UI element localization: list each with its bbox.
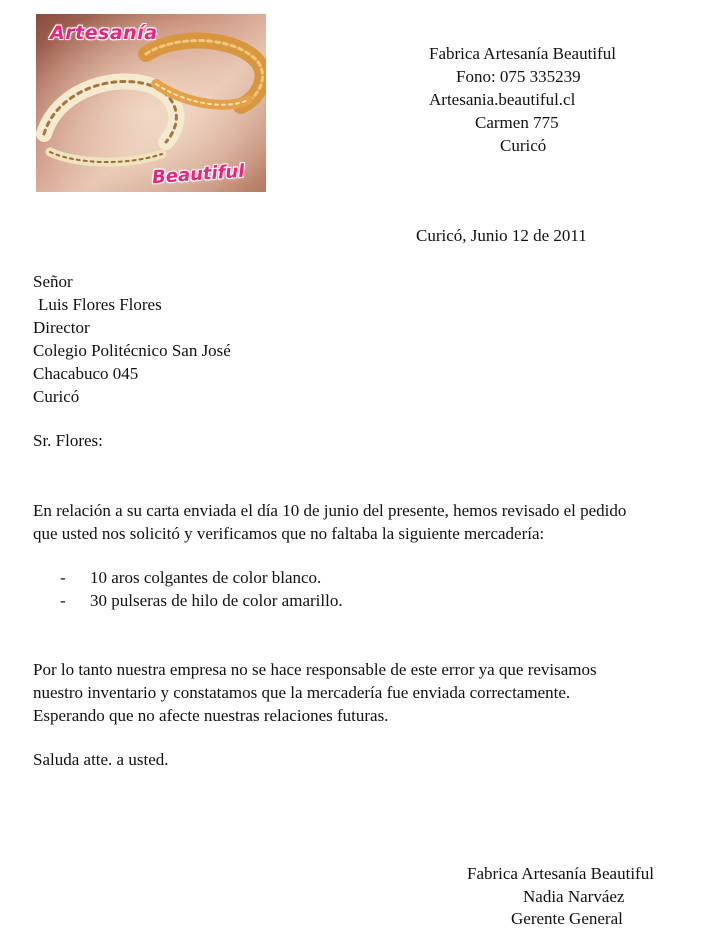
closing-paragraph bbox=[33, 658, 597, 727]
list-item-text: 10 aros colgantes de color blanco. bbox=[90, 568, 322, 587]
logo-title-bottom: Beautiful bbox=[151, 160, 246, 189]
greeting: Sr. Flores: bbox=[33, 431, 103, 450]
letterhead bbox=[400, 42, 660, 157]
signature-role: Gerente General bbox=[511, 909, 623, 928]
logo-title-top: Artesanía bbox=[50, 22, 158, 44]
letterhead-street: Carmen 775 bbox=[475, 113, 559, 132]
closing-line-1: Por lo tanto nuestra empresa no se hace responsable de este error ya que revisamos bbox=[33, 660, 597, 679]
farewell: Saluda atte. a usted. bbox=[33, 750, 169, 769]
intro-line-2: que usted nos solicitó y verificamos que no faltaba la siguiente mercadería: bbox=[33, 524, 545, 543]
recipient-title: Señor bbox=[33, 272, 73, 291]
list-item-text: 30 pulseras de hilo de color amarillo. bbox=[90, 591, 343, 610]
recipient-city: Curicó bbox=[33, 387, 80, 406]
missing-items-list bbox=[54, 566, 343, 612]
date-line: Curicó, Junio 12 de 2011 bbox=[416, 226, 587, 245]
recipient-institution: Colegio Politécnico San José bbox=[33, 341, 231, 360]
letterhead-company: Fabrica Artesanía Beautiful bbox=[429, 44, 616, 63]
closing-line-3: Esperando que no afecte nuestras relaciones futuras. bbox=[33, 706, 389, 725]
closing-line-2: nuestro inventario y constatamos que la mercadería fue enviada correctamente. bbox=[33, 683, 571, 702]
signature-company: Fabrica Artesanía Beautiful bbox=[467, 864, 654, 883]
letterhead-phone: Fono: 075 335239 bbox=[456, 67, 581, 86]
recipient-block bbox=[33, 270, 231, 408]
letterhead-website: Artesania.beautiful.cl bbox=[429, 90, 576, 109]
signature-name: Nadia Narváez bbox=[523, 887, 625, 906]
recipient-position: Director bbox=[33, 318, 90, 337]
bullet-dash: - bbox=[60, 568, 66, 587]
intro-line-1: En relación a su carta enviada el día 10 de junio del presente, hemos revisado el pedido bbox=[33, 501, 627, 520]
company-logo bbox=[36, 14, 266, 192]
recipient-address: Chacabuco 045 bbox=[33, 364, 139, 383]
list-item bbox=[54, 589, 343, 612]
intro-paragraph bbox=[33, 499, 626, 545]
recipient-name: Luis Flores Flores bbox=[38, 295, 162, 314]
letterhead-city: Curicó bbox=[500, 136, 547, 155]
list-item bbox=[54, 566, 343, 589]
bullet-dash: - bbox=[60, 591, 66, 610]
